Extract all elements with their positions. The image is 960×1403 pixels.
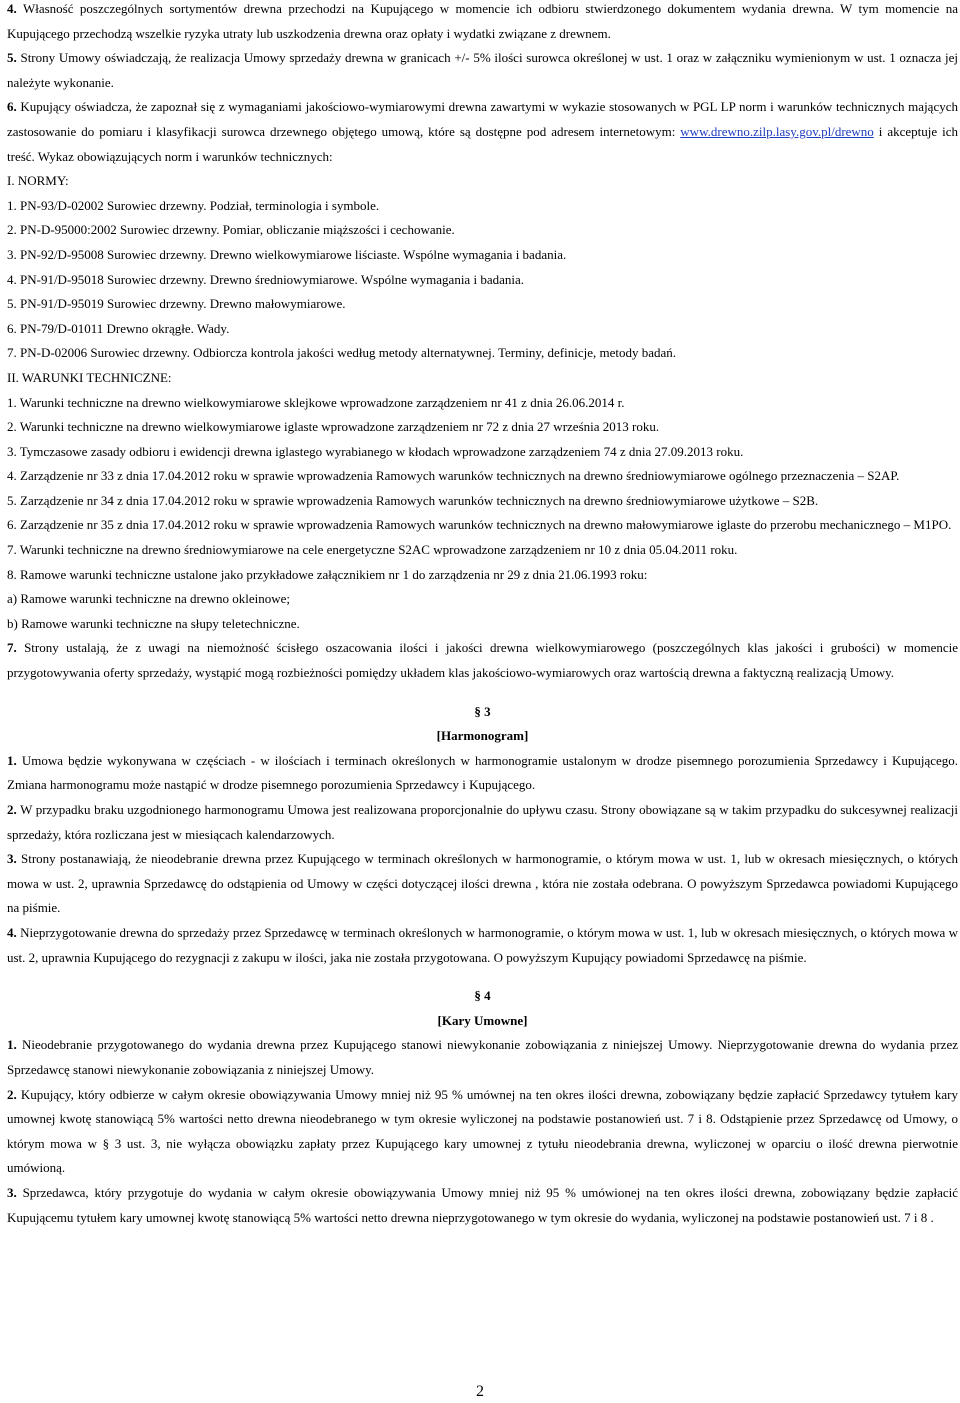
condition-item: 6. Zarządzenie nr 35 z dnia 17.04.2012 roku w sprawie wprowadzenia Ramowych warunków technicznych na drewno małowymiarowe iglaste do przerobu mechanicznego – M1PO. — [7, 517, 952, 533]
page-number: 2 — [476, 1383, 484, 1400]
paragraph-number: 4. — [7, 1, 17, 16]
section-3-paragraph — [7, 921, 958, 970]
paragraph-text: i akceptuje ich treść. Wykaz obowiązujących norm i warunków technicznych: — [7, 123, 958, 164]
section-3-paragraph — [7, 847, 958, 921]
paragraph-number: 7. — [7, 640, 17, 656]
condition-item: 5. Zarządzenie nr 34 z dnia 17.04.2012 roku w sprawie wprowadzenia Ramowych warunków technicznych na drewno średniowymiarowe użytkowe – S2B. — [7, 492, 819, 508]
paragraph-number: 2. — [7, 1086, 17, 1102]
conditions-heading: II. WARUNKI TECHNICZNE: — [7, 369, 172, 385]
norm-item: 2. PN-D-95000:2002 Surowiec drzewny. Pomiar, obliczanie miąższości i cechowanie. — [7, 222, 455, 238]
paragraph-7 — [7, 636, 958, 685]
norms-heading: I. NORMY: — [7, 173, 69, 189]
paragraph-4 — [7, 0, 958, 46]
paragraph-number: 1. — [7, 752, 17, 768]
norm-item: 4. PN-91/D-95018 Surowiec drzewny. Drewno średniowymiarowe. Wspólne wymagania i badania. — [7, 271, 524, 287]
paragraph-number: 3. — [7, 851, 17, 867]
norm-item: 6. PN-79/D-01011 Drewno okrągłe. Wady. — [7, 320, 230, 336]
section-3-paragraph — [7, 749, 958, 798]
paragraph-5 — [7, 46, 958, 95]
condition-item: 1. Warunki techniczne na drewno wielkowymiarowe sklejkowe wprowadzone zarządzeniem nr 41 z dnia 26.06.2014 r. — [7, 394, 625, 410]
paragraph-text: Umowa będzie wykonywana w częściach - w ilościach i terminach określonych w harmonogramie ustalonym w drodze pisemnego porozumienia Sprzedawcy i Kupującego. Zmiana harmonogramu może nastąpić w drodze pisemnego porozumienia Sprzedawcy i Kupującego. — [7, 752, 958, 793]
condition-item: 7. Warunki techniczne na drewno średniowymiarowe na cele energetyczne S2AC wprowadzone zarządzeniem nr 10 z dnia 05.04.2011 roku. — [7, 542, 738, 558]
paragraph-text: Sprzedawca, który przygotuje do wydania w całym okresie obowiązywania Umowy mniej niż 95 % umówionej na ten okres ilości drewna, zobowiązany będzie zapłacić Kupującemu tytułem kary umownej kwotę stanowiącą 5% wartości netto drewna nieprzygotowanego w tym okresie do wydania, wyliczonej na podstawie postanowień ust. 7 i 8 . — [7, 1184, 958, 1225]
paragraph-text: W przypadku braku uzgodnionego harmonogramu Umowa jest realizowana proporcjonalnie do upływu czasu. Strony obowiązane są w takim przypadku do sukcesywnej realizacji sprzedaży, która rozliczana jest w miesiącach kalendarzowych. — [7, 802, 958, 842]
paragraph-number: 3. — [7, 1184, 17, 1200]
condition-item: 3. Tymczasowe zasady odbioru i ewidencji drewna iglastego wyrabianego w kłodach wprowadzone zarządzeniem 74 z dnia 27.09.2013 roku. — [7, 443, 744, 459]
document-page — [7, 0, 958, 1230]
paragraph-text: Nieprzygotowanie drewna do sprzedaży przez Sprzedawcę w terminach określonych w harmonogramie, o którym mowa w ust. 1, lub w okresach miesięcznych, o których mowa w ust. 2, uprawnia Kupującego do rezygnacji z zakupu w ilości, jaka nie została przygotowana. O powyższym Kupujący powiadomi Sprzedawcę na piśmie. — [7, 924, 958, 965]
paragraph-number: 6. — [7, 99, 17, 115]
paragraph-text: Strony Umowy oświadczają, że realizacja Umowy sprzedaży drewna w granicach +/- 5% ilości surowca określonej w ust. 1 oraz w załączniku wymienionym w ust. 1 oznacza jej należyte wykonanie. — [7, 50, 958, 90]
paragraph-number: 5. — [7, 50, 17, 66]
paragraph-text: Nieodebranie przygotowanego do wydania drewna przez Kupującego stanowi niewykonanie zobowiązania z niniejszej Umowy. Nieprzygotowanie drewna do wydania przez Sprzedawcę stanowi niewykonanie zobowiązania z niniejszej Umowy. — [7, 1037, 958, 1077]
paragraph-text: Strony postanawiają, że nieodebranie drewna przez Kupującego w terminach określonych w harmonogramie, o którym mowa w ust. 1, lub w okresach miesięcznych, o których mowa w ust. 2, uprawnia Sprzedawcę do odstąpienia od Umowy w części dotyczącej ilości drewna , która nie została odebrana. O powyższym Sprzedawca powiadomi Kupującego na piśmie. — [7, 851, 958, 916]
section-4-number: § 4 — [474, 988, 491, 1004]
norm-item: 3. PN-92/D-95008 Surowiec drzewny. Drewno wielkowymiarowe liściaste. Wspólne wymagania i badania. — [7, 246, 567, 262]
paragraph-text: Strony ustalają, że z uwagi na niemożność ścisłego oszacowania ilości i jakości drewna wielkowymiarowego (poszczególnych klas jakości i grubości) w momencie przygotowywania oferty sprzedaży, wystąpić mogą rozbieżności pomiędzy układem klas jakościowo-wymiarowych oraz wartością drewna a faktyczną realizacją Umowy. — [7, 640, 958, 681]
condition-item: 8. Ramowe warunki techniczne ustalone jako przykładowe załącznikiem nr 1 do zarządzenia nr 29 z dnia 21.06.1993 roku: — [7, 566, 648, 582]
section-4-title: [Kary Umowne] — [437, 1012, 528, 1028]
norm-item: 5. PN-91/D-95019 Surowiec drzewny. Drewno małowymiarowe. — [7, 296, 346, 312]
condition-item: a) Ramowe warunki techniczne na drewno okleinowe; — [7, 591, 291, 607]
paragraph-text: Kupujący oświadcza, że zapoznał się z wymaganiami jakościowo-wymiarowymi drewna zawartymi w wykazie stosowanych w PGL LP norm i warunków technicznych mających zastosowanie do pomiaru i klasyfikacji surowca drzewnego objętego umową, które są dostępne pod adresem internetowym: — [7, 99, 958, 139]
section-4-paragraph — [7, 1181, 958, 1230]
section-3-title: [Harmonogram] — [436, 728, 529, 744]
section-4-paragraph — [7, 1083, 958, 1181]
paragraph-text: Kupujący, który odbierze w całym okresie obowiązywania Umowy mniej niż 95 % umównej na ten okres ilości drewna, zobowiązany będzie zapłacić Sprzedawcy tytułem kary umownej kwotę stanowiącą 5% wartości netto drewna nieodebranego w tym okresie wyliczonej na podstawie postanowień ust. 7 i 8. Odstąpienie przez Sprzedawcę od Umowy, o którym mowa w § 3 ust. 3, nie wyłącza obowiązku zapłaty przez Kupującego kary umownej z tytułu nieodebrania drewna, wyliczonej w oparciu o ilość drewna pierwotnie umówioną. — [7, 1086, 958, 1176]
condition-item: b) Ramowe warunki techniczne na słupy teletechniczne. — [7, 615, 300, 631]
section-4-paragraph — [7, 1033, 958, 1082]
paragraph-number: 4. — [7, 924, 17, 940]
condition-item: 4. Zarządzenie nr 33 z dnia 17.04.2012 roku w sprawie wprowadzenia Ramowych warunków technicznych na drewno średniowymiarowe ogólnego przeznaczenia – S2AP. — [7, 468, 900, 484]
norm-item: 7. PN-D-02006 Surowiec drzewny. Odbiorcza kontrola jakości według metody alternatywnej. Terminy, definicje, metody badań. — [7, 345, 677, 361]
paragraph-number: 2. — [7, 802, 17, 817]
section-3-paragraph — [7, 798, 958, 847]
drewno-link[interactable]: www.drewno.zilp.lasy.gov.pl/drewno — [680, 123, 874, 139]
section-3-number: § 3 — [474, 703, 491, 719]
condition-item: 2. Warunki techniczne na drewno wielkowymiarowe iglaste wprowadzone zarządzeniem nr 72 z dnia 27 września 2013 roku. — [7, 419, 660, 435]
paragraph-text: Własność poszczególnych sortymentów drewna przechodzi na Kupującego w momencie ich odbioru stwierdzonego dokumentem wydania drewna. W tym momencie na Kupującego przechodzą wszelkie ryzyka utraty lub uszkodzenia drewna oraz opłaty i wydatki związane z drewnem. — [7, 1, 958, 41]
paragraph-6 — [7, 95, 958, 169]
paragraph-number: 1. — [7, 1037, 17, 1053]
norm-item: 1. PN-93/D-02002 Surowiec drzewny. Podział, terminologia i symbole. — [7, 197, 380, 213]
